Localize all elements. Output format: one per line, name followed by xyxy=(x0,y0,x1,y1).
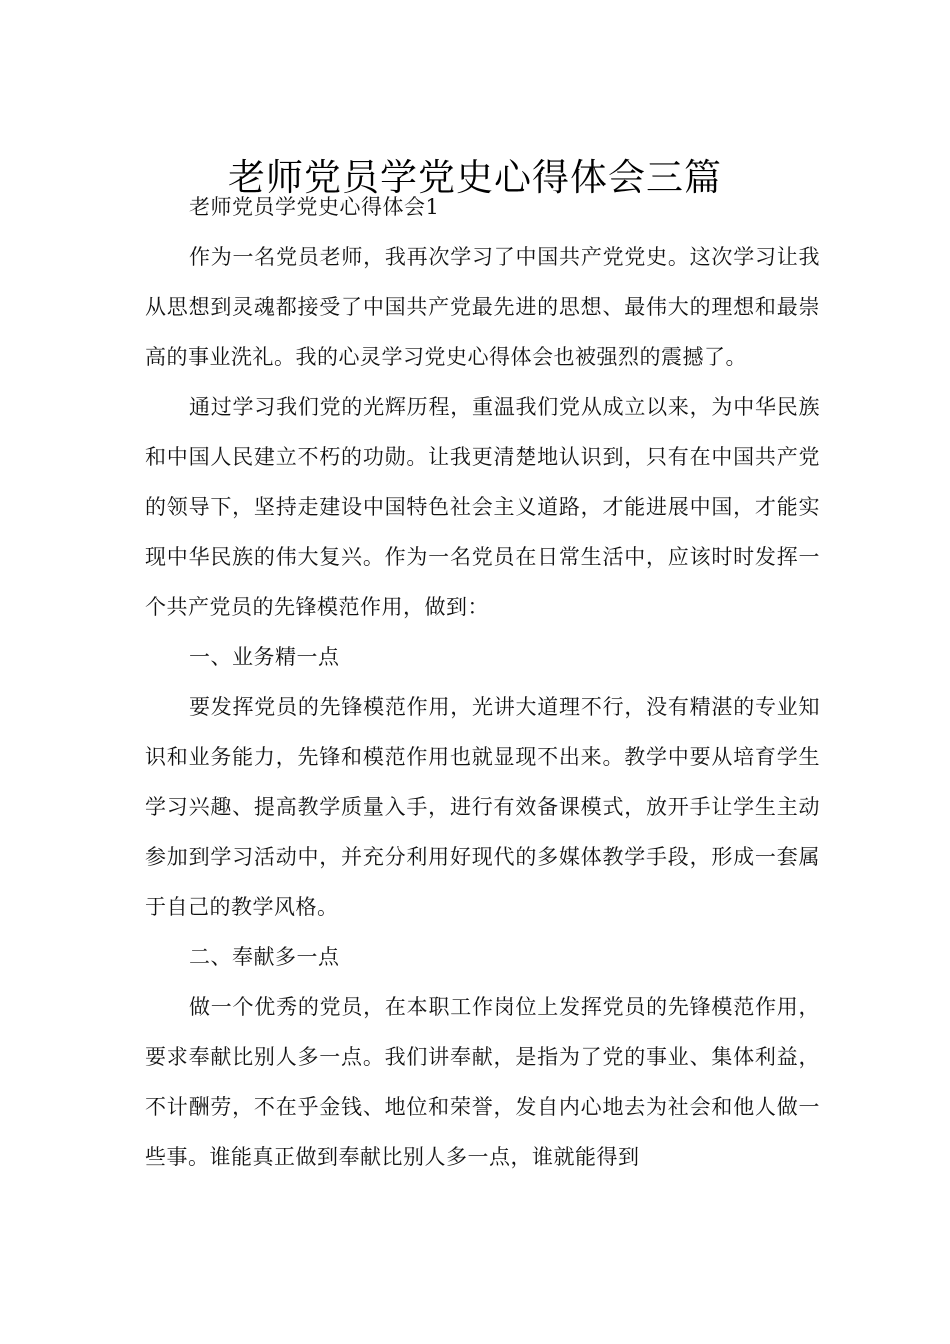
paragraph-1: 作为一名党员老师，我再次学习了中国共产党党史。这次学习让我从思想到灵魂都接受了中国共产党最先进的思想、最伟大的理想和最崇高的事业洗礼。我的心灵学习党史心得体会也被强烈的震撼了。 xyxy=(145,245,820,369)
document-title: 老师党员学党史心得体会三篇 xyxy=(228,155,722,199)
heading-dedication: 二、奉献多一点 xyxy=(189,945,340,969)
paragraph-2: 通过学习我们党的光辉历程，重温我们党从成立以来，为中华民族和中国人民建立不朽的功勋。让我更清楚地认识到，只有在中国共产党的领导下，坚持走建设中国特色社会主义道路，才能进展中国，才能实现中华民族的伟大复兴。作为一名党员在日常生活中，应该时时发挥一个共产党员的先锋模范作用，做到： xyxy=(145,395,820,619)
paragraph-4: 做一个优秀的党员，在本职工作岗位上发挥党员的先锋模范作用，要求奉献比别人多一点。我们讲奉献，是指为了党的事业、集体利益，不计酬劳，不在乎金钱、地位和荣誉，发自内心地去为社会和他人做一些事。谁能真正做到奉献比别人多一点，谁就能得到 xyxy=(145,995,820,1169)
heading-business: 一、业务精一点 xyxy=(189,645,340,669)
document-body xyxy=(145,182,820,1182)
section-subtitle: 老师党员学党史心得体会1 xyxy=(189,195,440,219)
paragraph-3: 要发挥党员的先锋模范作用，光讲大道理不行，没有精湛的专业知识和业务能力，先锋和模范作用也就显现不出来。教学中要从培育学生学习兴趣、提高教学质量入手，进行有效备课模式，放开手让学生主动参加到学习活动中，并充分利用好现代的多媒体教学手段，形成一套属于自己的教学风格。 xyxy=(145,695,820,919)
